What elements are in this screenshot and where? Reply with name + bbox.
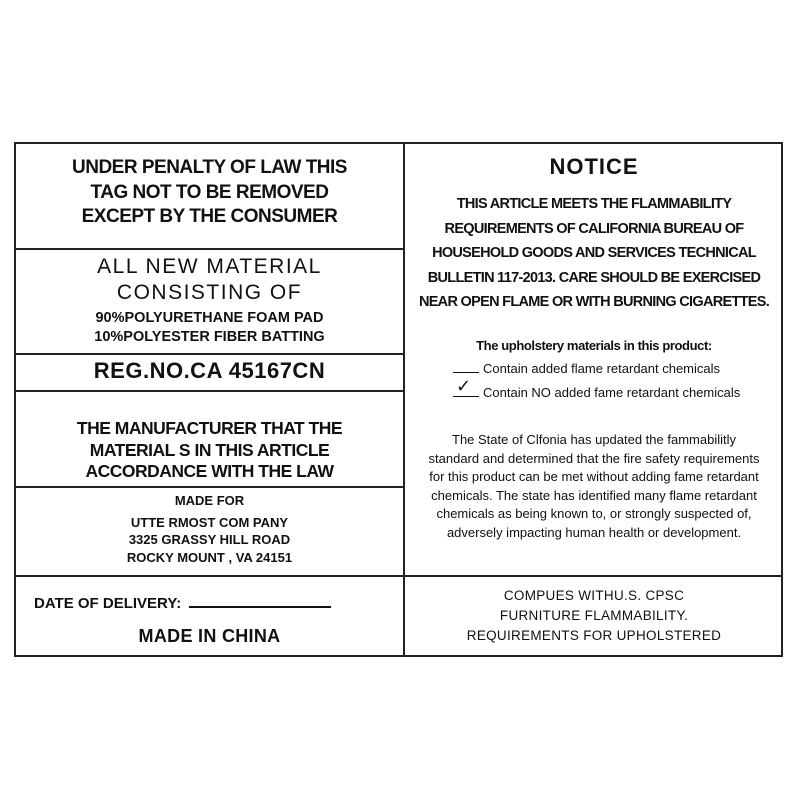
compliance-statement [405, 586, 783, 646]
delivery-date-line [189, 592, 331, 608]
made-for-label: MADE FOR [174, 493, 245, 508]
manufacturer-line: MATERIAL S IN THIS ARTICLE [89, 439, 330, 460]
material-content: 90%POLYURETHANE FOAM PAD [95, 310, 324, 326]
left-divider-2 [16, 353, 403, 355]
made-in-label: MADE IN CHINA [138, 626, 281, 646]
notice-line: BULLETIN 117-2013. CARE SHOULD BE EXERCISED [427, 269, 761, 286]
delivery-row [34, 592, 394, 612]
notice-line: NEAR OPEN FLAME OR WITH BURNING CIGARETTES. [418, 294, 770, 310]
manufacturer-line: ACCORDANCE WITH THE LAW [85, 461, 334, 481]
state-line: The State of Clfonia has updated the fammabilitly [452, 432, 736, 447]
state-line: chemicals. The state has identified many flame retardant [431, 487, 757, 503]
option-checkbox[interactable] [453, 376, 479, 397]
penalty-notice [16, 156, 403, 230]
penalty-line: EXCEPT BY THE CONSUMER [81, 206, 338, 227]
registration-number: REG.NO.CA 45167CN [93, 358, 326, 383]
material-section [16, 254, 403, 347]
compliance-line: FURNITURE FLAMMABILITY. [499, 608, 689, 623]
compliance-line: REQUIREMENTS FOR UPHOLSTERED [466, 628, 722, 643]
option-row [453, 376, 741, 400]
left-divider-4 [16, 486, 403, 488]
penalty-line: UNDER PENALTY OF LAW THIS [72, 157, 347, 178]
notice-line: THIS ARTICLE MEETS THE FLAMMABILITY [456, 196, 732, 212]
address-line: ROCKY MOUNT , VA 24151 [126, 549, 293, 565]
notice-line: HOUSEHOLD GOODS AND SERVICES TECHNICAL [432, 245, 756, 261]
compliance-line: COMPUES WITHU.S. CPSC [503, 588, 685, 603]
notice-title: NOTICE [549, 154, 639, 179]
option-label: Contain NO added fame retardant chemicals [483, 385, 741, 400]
state-disclosure [405, 431, 783, 542]
notice-line: REQUIREMENTS OF CALIFORNIA BUREAU OF [444, 220, 744, 237]
law-tag [14, 142, 783, 657]
notice-body [405, 192, 783, 315]
option-checkbox[interactable] [453, 360, 479, 373]
option-label: Contain added flame retardant chemicals [483, 361, 721, 376]
left-divider-3 [16, 390, 403, 392]
manufacturer-statement [16, 418, 403, 483]
penalty-line: TAG NOT TO BE REMOVED [90, 181, 329, 203]
made-for-section [16, 492, 403, 566]
address-line: 3325 GRASSY HILL ROAD [128, 532, 291, 547]
manufacturer-line: THE MANUFACTURER THAT THE [76, 418, 343, 438]
state-line: adversely impacting human health or development. [446, 524, 742, 540]
material-heading: CONSISTING OF [116, 281, 303, 304]
option-row [453, 360, 720, 376]
materials-heading: The upholstery materials in this product: [476, 338, 712, 353]
address-line: UTTE RMOST COM PANY [130, 514, 289, 530]
delivery-label: DATE OF DELIVERY: [34, 595, 182, 612]
state-line: standard and determined that the fire safety requirements [428, 450, 760, 466]
state-line: for this product can be met without adding fame retardant [429, 469, 759, 484]
material-content: 10%POLYESTER FIBER BATTING [94, 329, 325, 345]
material-heading: ALL NEW MATERIAL [97, 255, 322, 278]
left-divider-1 [16, 248, 403, 250]
state-line: chemicals as being known to, or strongly suspected of, [436, 506, 752, 521]
check-icon: ✓ [456, 376, 472, 396]
bottom-divider [16, 575, 781, 577]
